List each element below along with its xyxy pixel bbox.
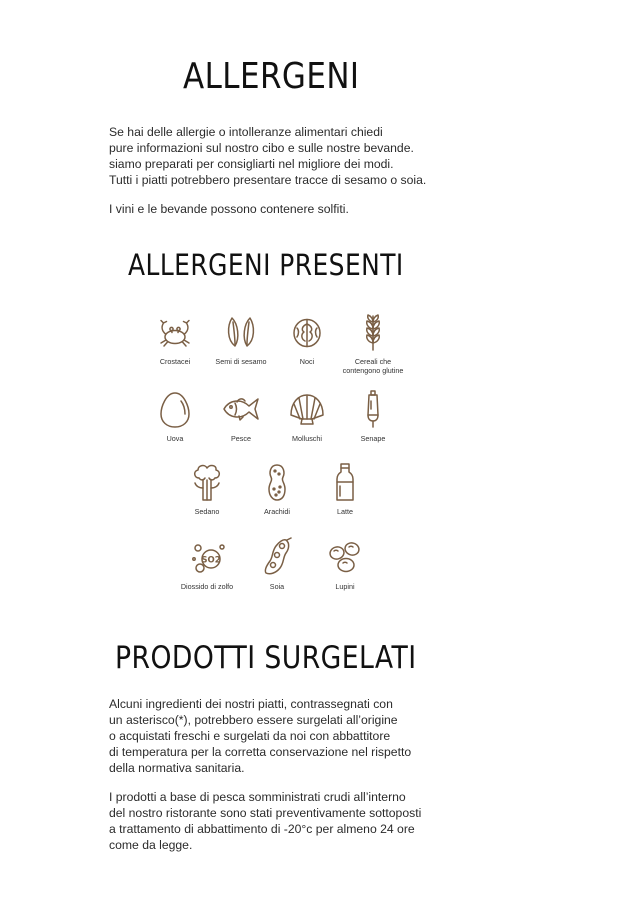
soy-pod-icon [257,537,297,577]
sulfites-note [109,201,349,217]
allergen-label: Sedano [194,507,220,516]
allergen-label: Latte [337,507,353,516]
allergen-label: Senape [360,434,386,443]
allergen-label: Molluschi [292,434,322,443]
allergen-latte [300,462,390,516]
fish-icon [221,389,261,429]
intro-line: Tutti i piatti potrebbero presentare tracce di sesamo o soia. [109,173,427,187]
allergen-label: Diossido di zolfo [180,582,234,591]
svg-text:SO2: SO2 [201,555,221,566]
allergen-label: Cereali che contengono glutine [342,357,404,375]
allergeni-intro [109,124,426,188]
celery-icon [187,462,227,502]
milk-bottle-icon [325,462,365,502]
allergeni-title: ALLERGENI [183,56,360,97]
allergen-label: Semi di sesamo [215,357,267,366]
sesame-seeds-icon [221,312,261,352]
lupin-beans-icon [325,537,365,577]
sulfur-dioxide-icon [187,537,227,577]
paragraph-line: della normativa sanitaria. [109,761,245,775]
shell-icon [287,389,327,429]
intro-line: Se hai delle allergie o intolleranze alimentari chiedi [109,125,383,139]
surgelati-paragraph-1 [109,696,411,776]
paragraph-line: del nostro ristorante sono stati preventivamente sottoposti [109,806,422,820]
paragraph-line: o acquistati freschi e surgelati da noi con abbattitore [109,729,391,743]
intro-line: siamo preparati per consigliarti nel migliore dei modi. [109,157,394,171]
paragraph-line: a trattamento di abbattimento di -20°c per almeno 24 ore [109,822,415,836]
allergen-label: Noci [299,357,315,366]
allergen-label: Soia [269,582,285,591]
allergen-label: Crostacei [159,357,191,366]
paragraph-line: un asterisco(*), potrebbero essere surgelati all’origine [109,713,398,727]
allergen-glutine [328,312,418,375]
allergen-lupini [300,537,390,591]
allergen-label: Lupini [335,582,355,591]
walnut-icon [287,312,327,352]
prodotti-surgelati-title: PRODOTTI SURGELATI [115,640,417,676]
allergen-label: Pesce [231,434,251,443]
paragraph-line: Alcuni ingredienti dei nostri piatti, contrassegnati con [109,697,393,711]
allergen-label: Uova [166,434,184,443]
paragraph-line: come da legge. [109,838,193,852]
allergen-label: Arachidi [264,507,290,516]
crab-icon [155,312,195,352]
paragraph-line: di temperatura per la corretta conservazione nel rispetto [109,745,412,759]
peanut-icon [257,462,297,502]
wheat-icon [353,312,393,352]
egg-icon [155,389,195,429]
mustard-icon [353,389,393,429]
intro-line: pure informazioni sul nostro cibo e sulle nostre bevande. [109,141,414,155]
sulfites-note-text: I vini e le bevande possono contenere solfiti. [109,202,349,216]
paragraph-line: I prodotti a base di pesca somministrati crudi all’interno [109,790,406,804]
allergeni-presenti-title: ALLERGENI PRESENTI [128,248,404,282]
surgelati-paragraph-2 [109,789,421,853]
allergen-senape [328,389,418,443]
